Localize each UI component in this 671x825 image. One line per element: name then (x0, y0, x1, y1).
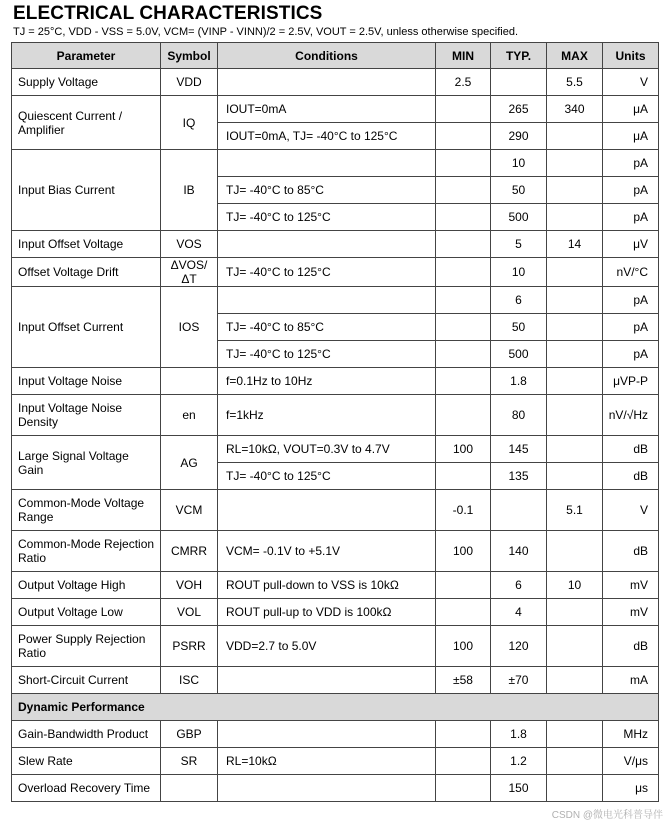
header-typ: TYP. (491, 43, 547, 69)
param-cell: Short-Circuit Current (12, 667, 161, 694)
typ-cell: 145 (491, 436, 547, 463)
typ-cell: 1.2 (491, 748, 547, 775)
condition-cell: TJ= -40°C to 125°C (218, 258, 436, 287)
param-cell: Input Offset Current (12, 287, 161, 368)
unit-cell: μA (603, 123, 659, 150)
typ-cell: 120 (491, 626, 547, 667)
table-row (12, 69, 659, 96)
header-symbol: Symbol (161, 43, 218, 69)
symbol-cell: PSRR (161, 626, 218, 667)
min-cell (436, 599, 491, 626)
param-cell: Common-Mode Voltage Range (12, 490, 161, 531)
condition-cell: TJ= -40°C to 85°C (218, 314, 436, 341)
symbol-cell: VCM (161, 490, 218, 531)
max-cell (547, 599, 603, 626)
condition-cell: IOUT=0mA (218, 96, 436, 123)
table-row (12, 572, 659, 599)
typ-cell: 290 (491, 123, 547, 150)
max-cell (547, 150, 603, 177)
max-cell (547, 775, 603, 802)
min-cell: 100 (436, 531, 491, 572)
watermark: CSDN @微电光科普导伴 (551, 810, 663, 821)
typ-cell: 265 (491, 96, 547, 123)
symbol-cell: IOS (161, 287, 218, 368)
condition-cell: ROUT pull-down to VSS is 10kΩ (218, 572, 436, 599)
typ-cell: 135 (491, 463, 547, 490)
param-cell: Common-Mode Rejection Ratio (12, 531, 161, 572)
condition-cell (218, 775, 436, 802)
header-max: MAX (547, 43, 603, 69)
symbol-cell: VDD (161, 69, 218, 96)
symbol-cell: VOH (161, 572, 218, 599)
unit-cell: μVP-P (603, 368, 659, 395)
param-cell: Overload Recovery Time (12, 775, 161, 802)
symbol-cell: IQ (161, 96, 218, 150)
symbol-cell: en (161, 395, 218, 436)
typ-cell: 10 (491, 258, 547, 287)
min-cell (436, 123, 491, 150)
table-row (12, 721, 659, 748)
typ-cell: ±70 (491, 667, 547, 694)
max-cell (547, 748, 603, 775)
max-cell: 5.5 (547, 69, 603, 96)
symbol-cell: VOS (161, 231, 218, 258)
typ-cell: 50 (491, 314, 547, 341)
typ-cell: 4 (491, 599, 547, 626)
table-row (12, 287, 659, 314)
header-min: MIN (436, 43, 491, 69)
min-cell (436, 395, 491, 436)
max-cell (547, 667, 603, 694)
symbol-cell (161, 368, 218, 395)
table-row (12, 748, 659, 775)
min-cell: 100 (436, 436, 491, 463)
symbol-cell: AG (161, 436, 218, 490)
typ-cell: 10 (491, 150, 547, 177)
min-cell: 2.5 (436, 69, 491, 96)
param-cell: Quiescent Current / Amplifier (12, 96, 161, 150)
max-cell (547, 368, 603, 395)
table-row (12, 667, 659, 694)
param-cell: Large Signal Voltage Gain (12, 436, 161, 490)
table-row (12, 599, 659, 626)
max-cell (547, 395, 603, 436)
condition-cell (218, 69, 436, 96)
unit-cell: pA (603, 150, 659, 177)
typ-cell: 500 (491, 341, 547, 368)
min-cell (436, 775, 491, 802)
min-cell (436, 748, 491, 775)
typ-cell: 1.8 (491, 721, 547, 748)
table-row (12, 531, 659, 572)
unit-cell: μV (603, 231, 659, 258)
param-cell: Gain-Bandwidth Product (12, 721, 161, 748)
header-units: Units (603, 43, 659, 69)
typ-cell (491, 69, 547, 96)
symbol-cell: GBP (161, 721, 218, 748)
unit-cell: mV (603, 599, 659, 626)
condition-cell: VCM= -0.1V to +5.1V (218, 531, 436, 572)
unit-cell: pA (603, 177, 659, 204)
param-cell: Offset Voltage Drift (12, 258, 161, 287)
condition-cell (218, 231, 436, 258)
param-cell: Output Voltage High (12, 572, 161, 599)
min-cell (436, 341, 491, 368)
condition-cell: TJ= -40°C to 125°C (218, 341, 436, 368)
max-cell: 340 (547, 96, 603, 123)
table-row (12, 490, 659, 531)
condition-cell: IOUT=0mA, TJ= -40°C to 125°C (218, 123, 436, 150)
max-cell (547, 626, 603, 667)
condition-cell (218, 287, 436, 314)
min-cell (436, 177, 491, 204)
min-cell: 100 (436, 626, 491, 667)
min-cell: ±58 (436, 667, 491, 694)
max-cell (547, 531, 603, 572)
unit-cell: V (603, 490, 659, 531)
unit-cell: MHz (603, 721, 659, 748)
symbol-cell: IB (161, 150, 218, 231)
table-row (12, 150, 659, 177)
symbol-cell: ISC (161, 667, 218, 694)
header-row (12, 43, 659, 69)
header-parameter: Parameter (12, 43, 161, 69)
table-row (12, 395, 659, 436)
condition-cell: RL=10kΩ (218, 748, 436, 775)
param-cell: Input Offset Voltage (12, 231, 161, 258)
min-cell (436, 204, 491, 231)
typ-cell: 140 (491, 531, 547, 572)
min-cell (436, 314, 491, 341)
min-cell (436, 96, 491, 123)
unit-cell: dB (603, 626, 659, 667)
section-label: Dynamic Performance (12, 694, 659, 721)
unit-cell: mV (603, 572, 659, 599)
table-row (12, 231, 659, 258)
condition-cell: f=0.1Hz to 10Hz (218, 368, 436, 395)
min-cell (436, 368, 491, 395)
condition-cell: f=1kHz (218, 395, 436, 436)
min-cell (436, 150, 491, 177)
table-row (12, 626, 659, 667)
typ-cell: 6 (491, 287, 547, 314)
condition-cell: TJ= -40°C to 125°C (218, 204, 436, 231)
typ-cell: 6 (491, 572, 547, 599)
symbol-cell: VOL (161, 599, 218, 626)
max-cell (547, 463, 603, 490)
max-cell (547, 177, 603, 204)
max-cell (547, 341, 603, 368)
section-row (12, 694, 659, 721)
param-cell: Input Bias Current (12, 150, 161, 231)
unit-cell: pA (603, 204, 659, 231)
table-row (12, 258, 659, 287)
condition-cell: VDD=2.7 to 5.0V (218, 626, 436, 667)
max-cell (547, 314, 603, 341)
min-cell (436, 572, 491, 599)
typ-cell: 80 (491, 395, 547, 436)
unit-cell: nV/°C (603, 258, 659, 287)
test-conditions-note: TJ = 25°C, VDD - VSS = 5.0V, VCM= (VINP - VINN)/2 = 2.5V, VOUT = 2.5V, unless otherwise specified. (13, 26, 519, 38)
table-row (12, 96, 659, 123)
param-cell: Output Voltage Low (12, 599, 161, 626)
symbol-cell: ΔVOS/ΔT (161, 258, 218, 287)
unit-cell: dB (603, 531, 659, 572)
unit-cell: μA (603, 96, 659, 123)
max-cell: 14 (547, 231, 603, 258)
table-row (12, 775, 659, 802)
condition-cell: ROUT pull-up to VDD is 100kΩ (218, 599, 436, 626)
max-cell: 10 (547, 572, 603, 599)
condition-cell (218, 721, 436, 748)
section-title: ELECTRICAL CHARACTERISTICS (13, 3, 323, 24)
condition-cell: TJ= -40°C to 125°C (218, 463, 436, 490)
typ-cell: 1.8 (491, 368, 547, 395)
min-cell (436, 463, 491, 490)
table-row (12, 368, 659, 395)
condition-cell (218, 490, 436, 531)
unit-cell: pA (603, 287, 659, 314)
max-cell: 5.1 (547, 490, 603, 531)
max-cell (547, 436, 603, 463)
header-conditions: Conditions (218, 43, 436, 69)
min-cell: -0.1 (436, 490, 491, 531)
unit-cell: mA (603, 667, 659, 694)
condition-cell (218, 667, 436, 694)
max-cell (547, 204, 603, 231)
max-cell (547, 123, 603, 150)
unit-cell: pA (603, 314, 659, 341)
unit-cell: V (603, 69, 659, 96)
table-row (12, 436, 659, 463)
condition-cell (218, 150, 436, 177)
min-cell (436, 287, 491, 314)
typ-cell: 500 (491, 204, 547, 231)
unit-cell: dB (603, 436, 659, 463)
max-cell (547, 721, 603, 748)
unit-cell: pA (603, 341, 659, 368)
min-cell (436, 258, 491, 287)
typ-cell (491, 490, 547, 531)
param-cell: Power Supply Rejection Ratio (12, 626, 161, 667)
typ-cell: 5 (491, 231, 547, 258)
typ-cell: 150 (491, 775, 547, 802)
unit-cell: V/μs (603, 748, 659, 775)
electrical-characteristics-table (11, 42, 659, 802)
param-cell: Slew Rate (12, 748, 161, 775)
condition-cell: TJ= -40°C to 85°C (218, 177, 436, 204)
typ-cell: 50 (491, 177, 547, 204)
max-cell (547, 258, 603, 287)
min-cell (436, 231, 491, 258)
unit-cell: μs (603, 775, 659, 802)
param-cell: Supply Voltage (12, 69, 161, 96)
param-cell: Input Voltage Noise (12, 368, 161, 395)
min-cell (436, 721, 491, 748)
param-cell: Input Voltage Noise Density (12, 395, 161, 436)
unit-cell: dB (603, 463, 659, 490)
condition-cell: RL=10kΩ, VOUT=0.3V to 4.7V (218, 436, 436, 463)
symbol-cell (161, 775, 218, 802)
max-cell (547, 287, 603, 314)
symbol-cell: SR (161, 748, 218, 775)
unit-cell: nV/√Hz (603, 395, 659, 436)
symbol-cell: CMRR (161, 531, 218, 572)
